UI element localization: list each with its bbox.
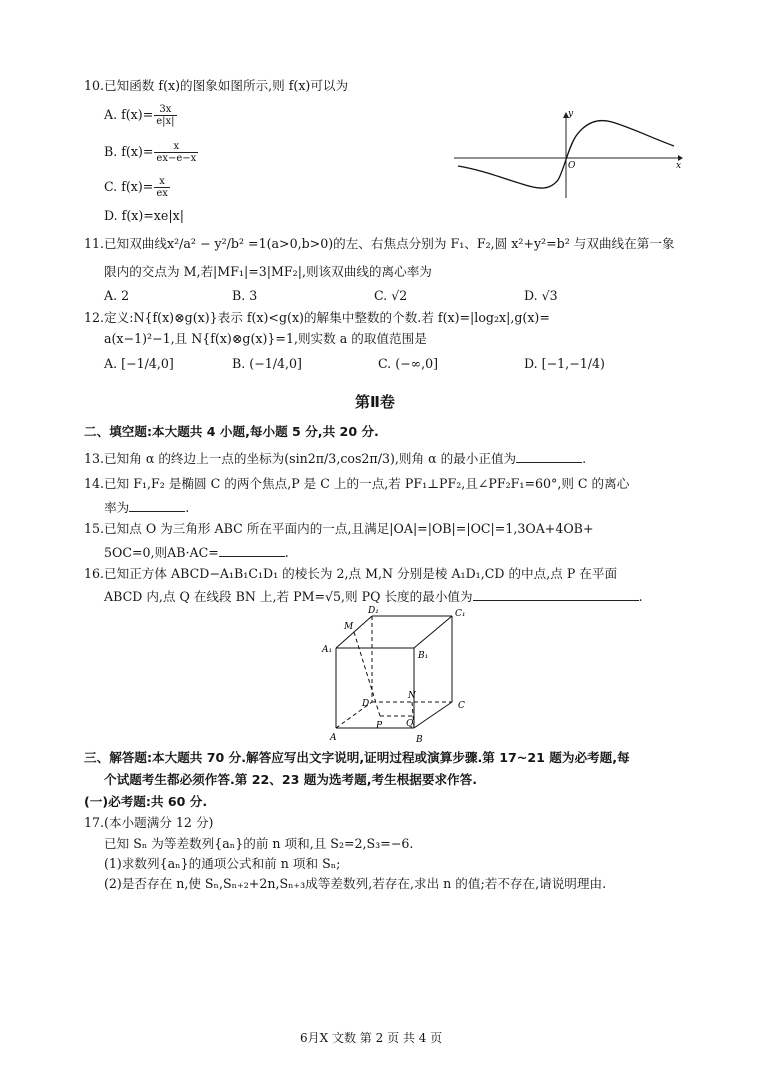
q10-a-den: e|x| (156, 116, 175, 127)
q16-answer-blank[interactable] (473, 588, 639, 601)
q10-option-c (104, 176, 171, 199)
label-d1: D₁ (368, 606, 379, 616)
q16-line2-text: ABCD 内,点 Q 在线段 BN 上,若 PM=√5,则 PQ 长度的最小值为 (104, 589, 473, 604)
q13-text: 13.已知角 α 的终边上一点的坐标为(sin2π/3,cos2π/3),则角 α 的最小正值为 . (84, 451, 587, 466)
label-a: A (330, 733, 337, 743)
section-2-title: 第Ⅱ卷 (355, 393, 395, 411)
label-b: B (416, 735, 423, 745)
q15-answer-blank[interactable] (219, 544, 285, 557)
q12-option-c: C. (−∞,0] (378, 356, 439, 371)
q11-option-d: D. √3 (524, 288, 558, 303)
q14-line1: 14.已知 F₁,F₂ 是椭圆 C 的两个焦点,P 是 C 上的一点,若 PF₁⊥PF₂,且∠PF₂F₁=60°,则 C 的离心 (84, 476, 630, 491)
q10-c-den: ex (156, 188, 168, 199)
label-a1: A₁ (322, 645, 333, 655)
q16-line1: 16.已知正方体 ABCD−A₁B₁C₁D₁ 的棱长为 2,点 M,N 分别是棱 A₁D₁,CD 的中点,点 P 在平面 (84, 566, 618, 581)
q12-line2: a(x−1)²−1,且 N{f(x)⊗g(x)}=1,则实数 a 的取值范围是 (104, 331, 427, 346)
q10-option-b (104, 141, 199, 164)
label-d: D (362, 699, 370, 709)
graph-origin-label: O (568, 161, 576, 171)
q11-option-a: A. 2 (104, 288, 130, 303)
q10-c-num: x (154, 176, 170, 188)
q11-line1: 11.已知双曲线x²/a² − y²/b² =1(a>0,b>0)的左、右焦点分别为 F₁、F₂,圆 x²+y²=b² 与双曲线在第一象 (84, 236, 675, 251)
q13-stem: 13.已知角 α 的终边上一点的坐标为(sin2π/3,cos2π/3),则角 α 的最小正值为 (84, 451, 517, 466)
q10-a-num: 3x (154, 104, 176, 116)
graph-y-label: y (568, 109, 574, 119)
edge-bc (414, 702, 452, 728)
q17-part1: (1)求数列{aₙ}的通项公式和前 n 项和 Sₙ; (104, 856, 341, 871)
q10-b-den: ex−e−x (156, 153, 197, 164)
answer-heading-line2: 个试题考生都必须作答.第 22、23 题为选考题,考生根据要求作答. (104, 772, 478, 787)
q10-a-label: A. f(x)= (104, 107, 154, 122)
q15-line1: 15.已知点 O 为三角形 ABC 所在平面内的一点,且满足|OA|=|OB|=|OC|=1,3OA+4OB+ (84, 521, 594, 536)
label-p: P (376, 721, 383, 731)
q10-c-label: C. f(x)= (104, 179, 154, 194)
q17-part2: (2)是否存在 n,使 Sₙ,Sₙ₊₂+2n,Sₙ₊₃成等差数列,若存在,求出 n 的值;若不存在,请说明理由. (104, 876, 607, 891)
q12-line1: 12.定义:N{f(x)⊗g(x)}表示 f(x)<g(x)的解集中整数的个数.若 f(x)=|log₂x|,g(x)= (84, 310, 550, 325)
q10-option-d: D. f(x)=xe|x| (104, 208, 184, 223)
answer-heading-line1: 三、解答题:本大题共 70 分.解答应写出文字说明,证明过程或演算步骤.第 17~21 题为必考题,每 (84, 750, 630, 765)
fill-in-heading: 二、填空题:本大题共 4 小题,每小题 5 分,共 20 分. (84, 424, 379, 439)
q17-given: 已知 Sₙ 为等差数列{aₙ}的前 n 项和,且 S₂=2,S₃=−6. (104, 836, 414, 851)
q10-b-num: x (154, 141, 198, 153)
edge-b1c1 (414, 616, 452, 648)
label-c: C (458, 701, 465, 711)
cube-diagram (318, 604, 478, 748)
graph-x-label: x (676, 161, 682, 171)
q10-option-a (104, 104, 178, 127)
q12-option-b: B. (−1/4,0] (232, 356, 302, 371)
q12-option-d: D. [−1,−1/4) (524, 356, 605, 371)
q17-title: 17.(本小题满分 12 分) (84, 815, 214, 830)
q10-b-label: B. f(x)= (104, 144, 154, 159)
q13-answer-blank[interactable] (516, 450, 582, 463)
label-m: M (344, 622, 354, 632)
label-q: Q (406, 719, 414, 729)
q10-stem: 10.已知函数 f(x)的图象如图所示,则 f(x)可以为 (84, 78, 349, 93)
required-heading: (一)必考题:共 60 分. (84, 794, 208, 809)
q14-line2-text: 率为 (104, 500, 130, 515)
q14-answer-blank[interactable] (129, 499, 185, 512)
q15-line2-text: 5OC=0,则AB·AC= (104, 545, 219, 560)
q14-line2: 率为 . (104, 500, 190, 515)
q11-option-c: C. √2 (374, 288, 408, 303)
q11-line2: 限内的交点为 M,若|MF₁|=3|MF₂|,则该双曲线的离心率为 (104, 264, 432, 279)
label-n: N (408, 691, 416, 701)
page-footer: 6月X 文数 第 2 页 共 4 页 (300, 1031, 443, 1045)
label-b1: B₁ (418, 651, 429, 661)
q10-function-graph (452, 108, 684, 202)
q12-option-a: A. [−1/4,0] (104, 356, 174, 371)
q15-line2: 5OC=0,则AB·AC= . (104, 545, 289, 560)
label-c1: C₁ (455, 609, 466, 619)
q16-line2: ABCD 内,点 Q 在线段 BN 上,若 PM=√5,则 PQ 长度的最小值为 . (104, 589, 643, 604)
q11-option-b: B. 3 (232, 288, 258, 303)
